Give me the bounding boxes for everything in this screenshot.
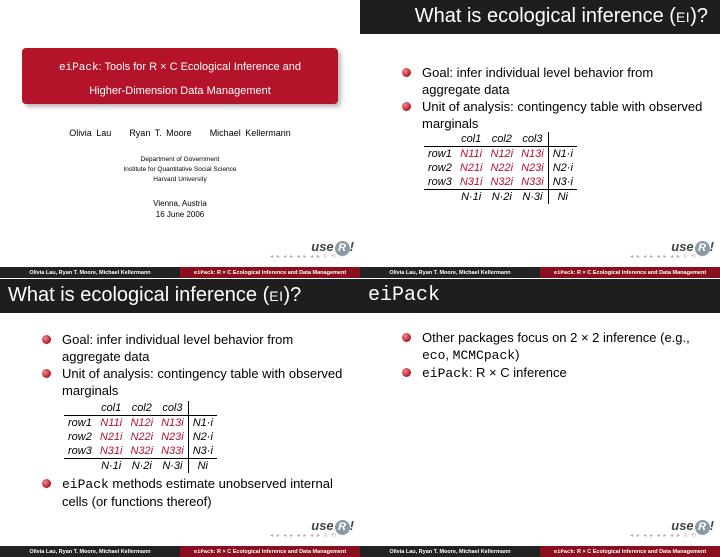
date: 16 June 2006 xyxy=(155,210,205,219)
title-pkg: eiPack xyxy=(58,62,99,74)
nav-symbols[interactable]: ◂ ▸ ◂ ▸ ◂ ▸ ◂ ▸ ≡ ⟲ ○ xyxy=(270,533,344,539)
bullet-list xyxy=(40,331,350,399)
bullet-icon xyxy=(402,68,411,77)
footer xyxy=(0,267,360,278)
footer xyxy=(0,546,360,557)
contingency-table: col1 col2 col3 row1 N11i N12i N13i N1·i row2 N21i N22i N23i N2·i row3 N31i N32i N33i N3·i N·1i N·2i N·3i Ni xyxy=(424,132,577,204)
bullet-icon xyxy=(402,102,411,111)
slide-header xyxy=(360,0,720,34)
slide-what-is-ei xyxy=(360,0,720,278)
department: Department of Government xyxy=(140,156,220,163)
contingency-table: col1 col2 col3 row1 N11i N12i N13i N1·i row2 N21i N22i N23i N2·i row3 N31i N32i N33i N3·i N·1i N·2i N·3i Ni xyxy=(64,401,217,473)
footer-authors: Olivia Lau, Ryan T. Moore, Michael Kellermann xyxy=(0,546,180,557)
user-logo: use R ! xyxy=(311,518,354,533)
footer-title: eiPack : R × C Ecological Inference and Data Management xyxy=(540,546,720,557)
slide-what-is-ei-2 xyxy=(0,279,360,557)
nav-symbols[interactable]: ◂ ▸ ◂ ▸ ◂ ▸ ◂ ▸ ≡ ⟲ ○ xyxy=(270,254,344,260)
list-item: Unit of analysis: contingency table with observed marginals xyxy=(400,98,710,132)
nav-symbols[interactable]: ◂ ▸ ◂ ▸ ◂ ▸ ◂ ▸ ≡ ⟲ ○ xyxy=(630,533,704,539)
title-line2: Higher-Dimension Data Management xyxy=(89,85,271,97)
university: Harvard University xyxy=(153,176,207,183)
list-item: eiPack methods estimate unobserved internal cells (or functions thereof) xyxy=(40,475,350,510)
list-item: Other packages focus on 2 × 2 inference (e.g., eco, MCMCpack) xyxy=(400,329,710,364)
footer-authors: Olivia Lau, Ryan T. Moore, Michael Kellermann xyxy=(360,267,540,278)
bullet-icon xyxy=(42,335,51,344)
slide-title: What is ecological inference (EI)? xyxy=(8,284,302,306)
footer-title: eiPack : R × C Ecological Inference and Data Management xyxy=(180,267,360,278)
institute: Institute for Quantitative Social Science xyxy=(123,166,237,173)
slide-header xyxy=(360,279,720,313)
slide-title xyxy=(0,0,360,278)
footer xyxy=(360,267,720,278)
footer xyxy=(360,546,720,557)
institution xyxy=(0,155,360,185)
title-box xyxy=(22,48,338,104)
title-line1: : Tools for R × C Ecological Inference and xyxy=(98,61,302,73)
slide-title: What is ecological inference (EI)? xyxy=(414,5,708,27)
slide-eipack xyxy=(360,279,720,557)
venue xyxy=(0,198,360,220)
footer-title: eiPack : R × C Ecological Inference and Data Management xyxy=(180,546,360,557)
footer-title: eiPack : R × C Ecological Inference and Data Management xyxy=(540,267,720,278)
authors xyxy=(0,128,360,138)
user-logo: use R ! xyxy=(671,239,714,254)
author-3: Michael Kellermann xyxy=(209,128,291,138)
author-1: Olivia Lau xyxy=(69,128,112,138)
nav-symbols[interactable]: ◂ ▸ ◂ ▸ ◂ ▸ ◂ ▸ ≡ ⟲ ○ xyxy=(630,254,704,260)
bullet-icon xyxy=(42,479,51,488)
author-2: Ryan T. Moore xyxy=(129,128,192,138)
bullet-icon xyxy=(42,369,51,378)
list-item: Goal: infer individual level behavior from aggregate data xyxy=(400,64,710,98)
user-logo: use R ! xyxy=(311,239,354,254)
city: Vienna, Austria xyxy=(153,199,207,208)
slide-title: eiPack xyxy=(368,284,441,307)
list-item: eiPack: R × C inference xyxy=(400,364,710,382)
bullet-list xyxy=(400,64,710,132)
user-logo: use R ! xyxy=(671,518,714,533)
list-item: Unit of analysis: contingency table with observed marginals xyxy=(40,365,350,399)
bullet-list-2 xyxy=(40,475,350,510)
list-item: Goal: infer individual level behavior from aggregate data xyxy=(40,331,350,365)
footer-authors: Olivia Lau, Ryan T. Moore, Michael Kellermann xyxy=(0,267,180,278)
bullet-icon xyxy=(402,368,411,377)
slide-header xyxy=(0,279,360,313)
bullet-list xyxy=(400,329,710,382)
bullet-icon xyxy=(402,333,411,342)
footer-authors: Olivia Lau, Ryan T. Moore, Michael Kellermann xyxy=(360,546,540,557)
